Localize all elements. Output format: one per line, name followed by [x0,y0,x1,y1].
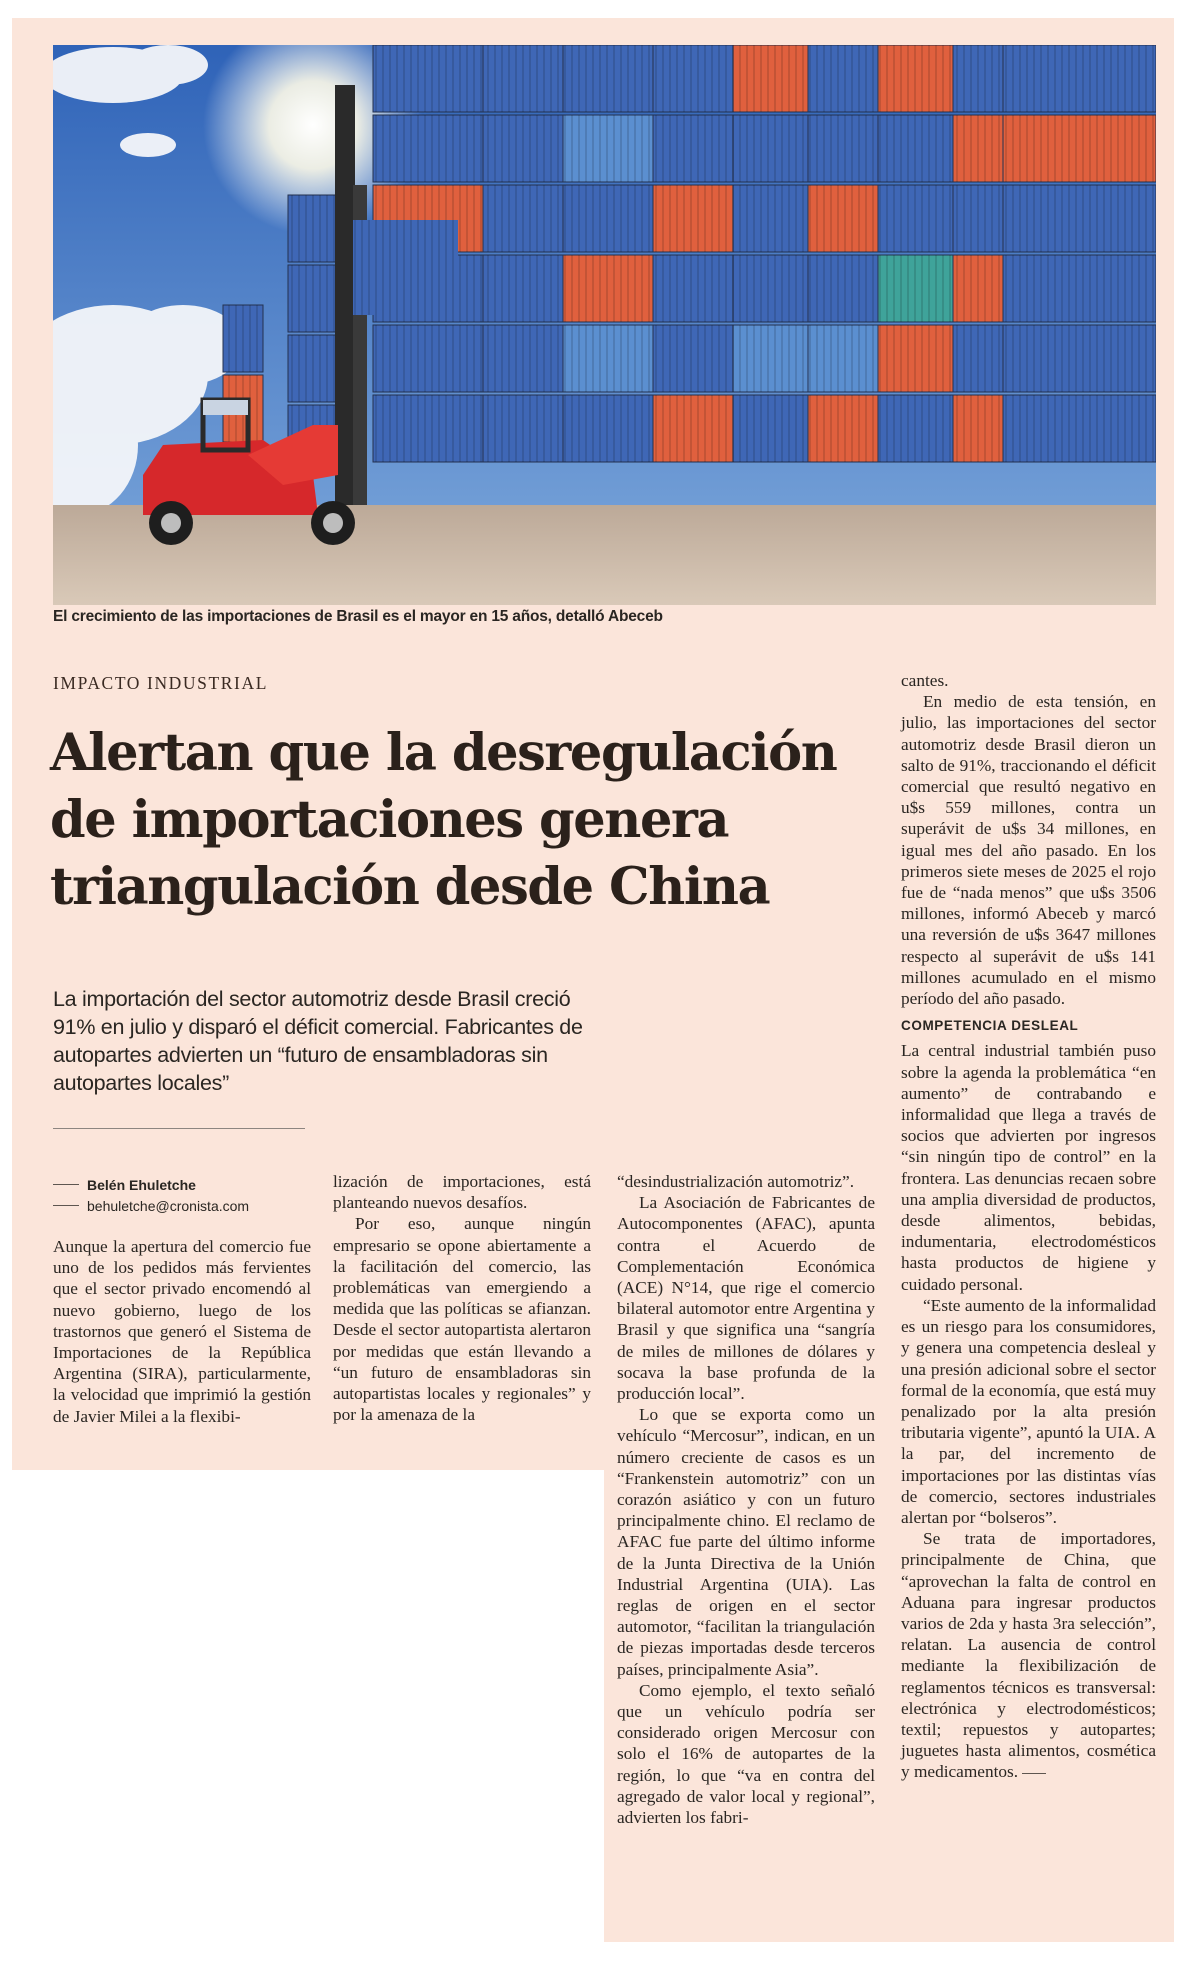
byline [53,1174,249,1216]
byline-dash [53,1205,79,1206]
paragraph: cantes. [901,671,949,690]
paragraph: “Este aumento de la informalidad es un riesgo para los consumidores, y genera una competencia desleal y una presión adicional sobre el sector formal de la economía, que está muy penalizado por la alta presión tributaria vigente”, apuntó la UIA. A la par, del incremento de importaciones por las distintas vías de comercio, sectores industriales alertan por “bolseros”. [901,1295,1156,1527]
author-email[interactable]: behuletche@cronista.com [87,1197,250,1214]
paragraph: En medio de esta tensión, en julio, las importaciones del sector automotriz desde Brasil dieron un salto de 91%, traccionando el déficit comercial que resultó negativo en u$s 559 millones, contra un superávit de u$s 34 millones, en igual mes del año pasado. En los primeros siete meses de 2025 el rojo fue de “nada menos” que u$s 3506 millones, informó Abeceb y marcó una reversión de u$s 3647 millones respecto al superávit de u$s 141 millones acumulado en el mismo período del año pasado. [901,692,1156,1009]
paragraph: Por eso, aunque ningún empresario se opone abiertamente a la facilitación del comercio, las problemáticas van emergiendo a medida que las políticas se afianzan. Desde el sector autopartista alertaron por medidas que están llevando a “un futuro de ensambladoras sin autopartistas locales y regionales” y por la amenaza de la [333,1214,591,1425]
headline: Alertan que la desregulación de importaciones genera triangulación desde China [50,723,837,917]
photo-caption: El crecimiento de las importaciones de Brasil es el mayor en 15 años, detalló Abeceb [53,608,663,625]
end-mark [1022,1773,1046,1774]
containers-photo [53,45,1156,605]
paragraph: Lo que se exporta como un vehículo “Mercosur”, indican, en un número creciente de casos es un “Frankenstein automotriz” con un corazón asiático y con un futuro principalmente chino. El reclamo de AFAC fue parte del último informe de la Junta Directiva de la Unión Industrial Argentina (UIA). Las reglas de origen en el sector automotor, “facilitan la triangulación de piezas importadas desde terceros países, principalmente Asia”. [617,1405,875,1679]
paragraph: “desindustrialización automotriz”. [617,1172,855,1191]
paragraph: La central industrial también puso sobre la agenda la problemática “en aumento” de contrabando e informalidad que llega a través de socios que advierten por ingresos “sin ningún tipo de control” en la frontera. Las denuncias recaen sobre una amplia diversidad de productos, desde alimentos, bebidas, indumentaria, electrodomésticos hasta productos de higiene y cuidado personal. [901,1041,1156,1294]
paragraph-text: Se trata de importadores, principalmente de China, que “aprovechan la falta de control en Aduana para ingresar productos varios de 2da y hasta 3ra selección”, relatan. La ausencia de control mediante la flexibilización de reglamentos técnicos es transversal: electrónica y electrodomésticos; textil; repuestos y autopartes; juguetes hasta alimentos, cosmética y medicamentos. [901,1529,1156,1782]
paragraph: Aunque la apertura del comercio fue uno de los pedidos más fervientes que el sector privado encomendó al nuevo gobierno, luego de los trastornos que generó el Sistema de Importaciones de la República Argentina (SIRA), particularmente, la velocidad que imprimió la gestión de Javier Milei a la flexibi- [53,1237,311,1426]
subhead: COMPETENCIA DESLEAL [901,1018,1079,1034]
body-column-2 [333,1171,591,1425]
body-column-1 [53,1236,311,1427]
divider [53,1128,305,1129]
author-name: Belén Ehuletche [87,1176,196,1193]
paragraph: La Asociación de Fabricantes de Autocomponentes (AFAC), apunta contra el Acuerdo de Complementación Económica (ACE) N°14, que rige el comercio bilateral automotor entre Argentina y Brasil y que significa una “sangría de miles de millones de dólares y socava la base profunda de la producción local”. [617,1193,875,1404]
body-column-3 [617,1171,875,1828]
byline-dash [53,1184,79,1185]
body-column-4 [901,670,1156,1783]
paragraph [901,1528,1156,1782]
paragraph: Como ejemplo, el texto señaló que un vehículo podría ser considerado origen Mercosur con solo el 16% de autopartes de la región, lo que “va en contra del agregado de valor local y regional”, advierten los fabri- [617,1680,875,1828]
section-kicker: IMPACTO INDUSTRIAL [53,673,269,693]
paragraph: lización de importaciones, está planteando nuevos desafíos. [333,1172,591,1213]
lede: La importación del sector automotriz desde Brasil creció 91% en julio y disparó el déficit comercial. Fabricantes de autopartes advierten un “futuro de ensambladoras sin autopartes locales” [53,987,583,1095]
